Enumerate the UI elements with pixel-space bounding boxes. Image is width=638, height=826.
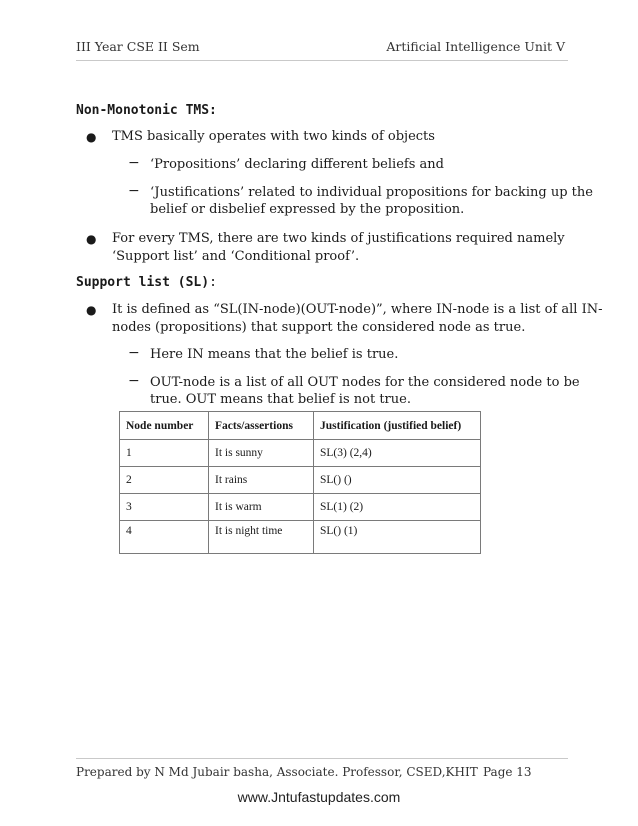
table-cell: SL(3) (2,4) (314, 440, 481, 467)
table-header-row (120, 412, 481, 440)
website-watermark: www.Jntufastupdates.com (237, 789, 401, 805)
list-item-justifications-line2: belief or disbelief expressed by the proposition. (150, 202, 465, 217)
paragraph-tms-objects: TMS basically operates with two kinds of objects (112, 129, 435, 144)
table-cell: It is warm (209, 494, 314, 521)
list-item-in-meaning: Here IN means that the belief is true. (150, 347, 399, 362)
table-header-cell: Facts/assertions (209, 412, 314, 440)
dash-icon: − (128, 155, 140, 171)
paragraph-sl-definition-line2: nodes (propositions) that support the considered node as true. (112, 320, 526, 335)
section-title-colon: : (209, 275, 217, 290)
bullet-icon: ● (86, 303, 97, 317)
header-subject: Artificial Intelligence Unit V (386, 39, 565, 54)
page-number: Page 13 (483, 765, 532, 779)
list-item-justifications-line1: ‘Justifications’ related to individual propositions for backing up the (150, 185, 593, 200)
list-item-out-node-line1: OUT-node is a list of all OUT nodes for the considered node to be (150, 375, 580, 390)
table-cell: SL() () (314, 467, 481, 494)
paragraph-sl-definition-line1: It is defined as “SL(IN-node)(OUT-node)”, where IN-node is a list of all IN- (112, 302, 603, 317)
header-course: III Year CSE II Sem (76, 39, 200, 54)
header-divider (76, 60, 568, 61)
paragraph-justification-kinds-line1: For every TMS, there are two kinds of justifications required namely (112, 231, 565, 246)
table-cell: SL() (1) (314, 521, 481, 554)
table-row (120, 467, 481, 494)
bullet-icon: ● (86, 130, 97, 144)
table-cell: 4 (120, 521, 209, 554)
footer-author: Prepared by N Md Jubair basha, Associate. Professor, CSED,KHIT (76, 765, 478, 779)
support-list-table (119, 411, 481, 554)
table-cell: 2 (120, 467, 209, 494)
bullet-icon: ● (86, 232, 97, 246)
list-item-out-node-line2: true. OUT means that belief is not true. (150, 392, 411, 407)
table-cell: 3 (120, 494, 209, 521)
table-cell: SL(1) (2) (314, 494, 481, 521)
table-cell: It rains (209, 467, 314, 494)
dash-icon: − (128, 183, 140, 199)
section-title-text: Support list (SL) (76, 275, 210, 290)
section-title-non-monotonic-tms: Non-Monotonic TMS: (76, 103, 217, 118)
paragraph-justification-kinds-line2: ‘Support list’ and ‘Conditional proof’. (112, 249, 360, 264)
list-item-propositions: ‘Propositions’ declaring different beliefs and (150, 157, 444, 172)
table-row (120, 440, 481, 467)
table-cell: It is sunny (209, 440, 314, 467)
table-cell: It is night time (209, 521, 314, 554)
dash-icon: − (128, 345, 140, 361)
table-header-cell: Node number (120, 412, 209, 440)
table-cell: 1 (120, 440, 209, 467)
footer-divider (76, 758, 568, 759)
table-row (120, 494, 481, 521)
table-header-cell: Justification (justified belief) (314, 412, 481, 440)
dash-icon: − (128, 373, 140, 389)
section-title-support-list (76, 275, 217, 290)
table-row (120, 521, 481, 554)
